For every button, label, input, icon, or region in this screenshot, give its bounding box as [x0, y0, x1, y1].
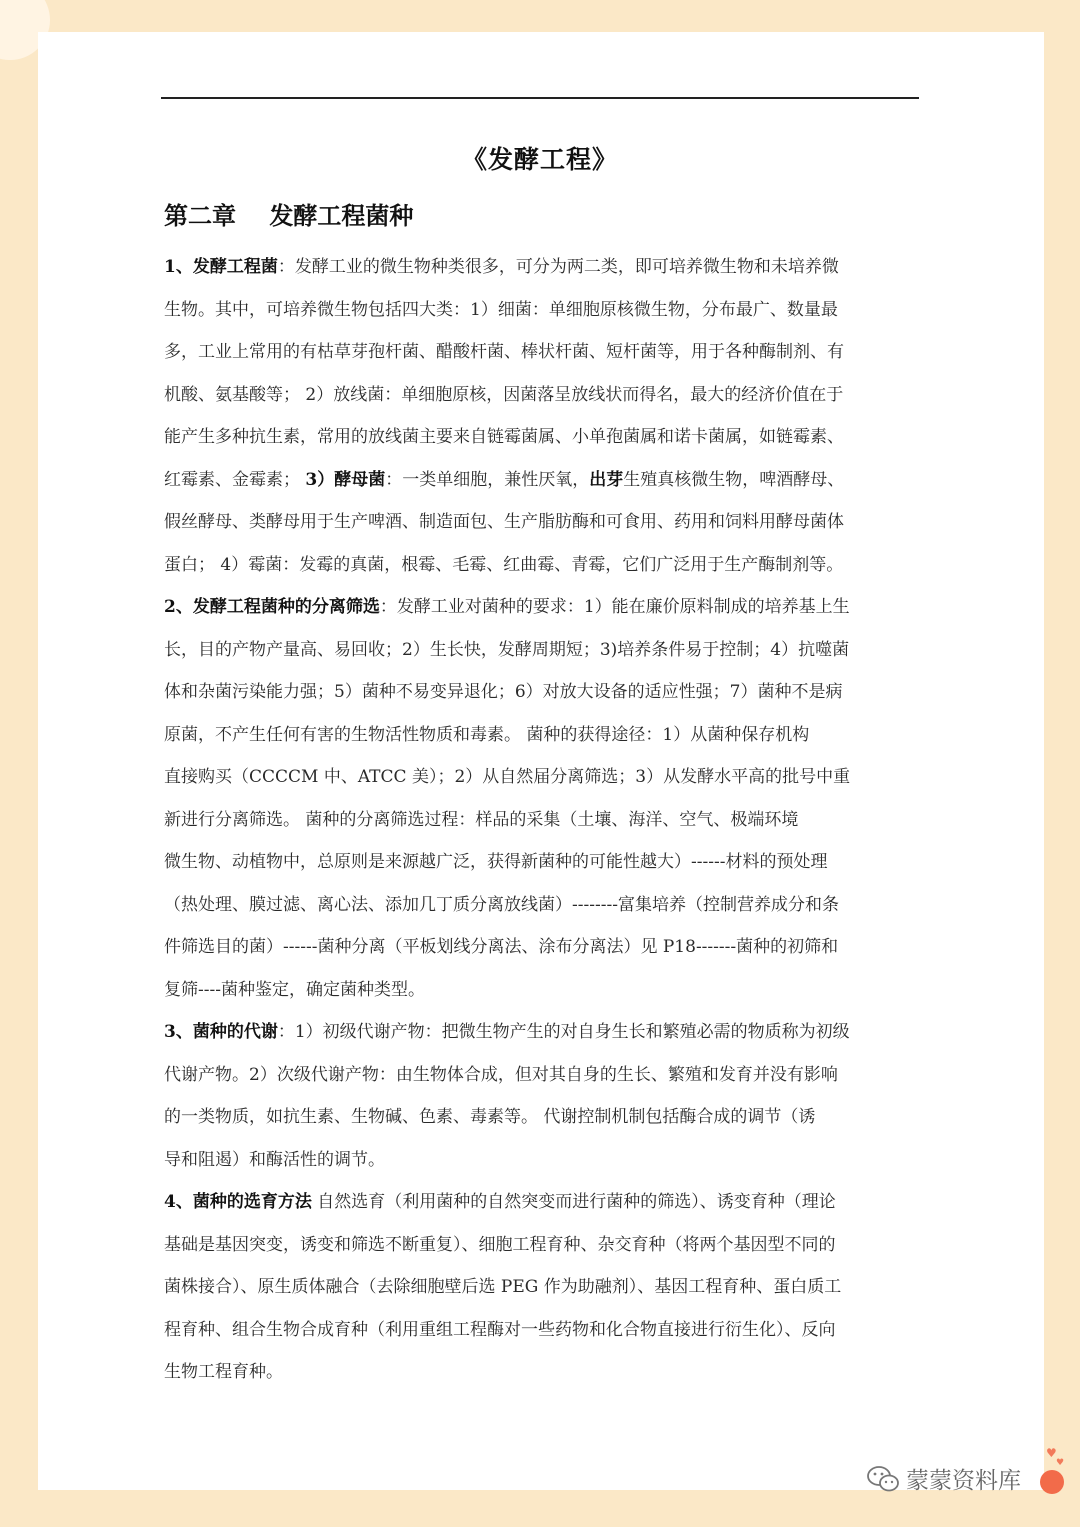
text-segment: 新进行分离筛选。 菌种的分离筛选过程：样品的采集（土壤、海洋、空气、极端环境	[164, 809, 799, 830]
chapter-heading: 第二章 发酵工程菌种	[164, 201, 414, 230]
text-line	[164, 1011, 922, 1054]
text-segment: 复筛----菌种鉴定，确定菌种类型。	[164, 979, 425, 1000]
text-line	[164, 969, 922, 1012]
text-segment: 生物。其中，可培养微生物包括四大类：1）细菌：单细胞原核微生物，分布最广、数量最	[164, 299, 838, 320]
text-line	[164, 1224, 922, 1267]
text-segment: 长，目的产物产量高、易回收；2）生长快，发酵周期短；3)培养条件易于控制；4）抗噬菌	[164, 639, 850, 660]
text-segment: 的一类物质，如抗生素、生物碱、色素、毒素等。 代谢控制机制包括酶合成的调节（诱	[164, 1107, 816, 1127]
bold-text: 出芽	[589, 469, 624, 490]
text-line	[164, 459, 922, 502]
text-line	[164, 1139, 922, 1182]
text-line	[164, 331, 922, 374]
text-line	[164, 1309, 922, 1352]
text-line	[164, 926, 922, 969]
text-segment: 生物工程育种。	[164, 1362, 283, 1382]
text-segment: 自然选育（利用菌种的自然突变而进行菌种的筛选）、诱变育种（理论	[311, 1192, 836, 1212]
text-line	[164, 374, 922, 417]
bold-text: 1、发酵工程菌	[164, 257, 278, 277]
text-segment: ：发酵工业的微生物种类很多，可分为两二类，即可培养微生物和未培养微	[277, 257, 839, 277]
text-segment: 件筛选目的菌）------菌种分离（平板划线分离法、涂布分离法）见 P18-------菌种的初筛和	[164, 937, 839, 957]
text-line	[164, 1351, 922, 1394]
text-line	[164, 1181, 922, 1224]
heart-decoration	[1040, 1470, 1064, 1494]
bold-text: 4、菌种的选育方法	[164, 1192, 312, 1212]
text-segment: 菌株接合）、原生质体融合（去除细胞壁后选 PEG 作为助融剂）、基因工程育种、蛋白质工	[164, 1277, 842, 1297]
text-line	[164, 1054, 922, 1097]
watermark	[866, 1462, 1021, 1495]
text-line	[164, 501, 922, 544]
bold-text: 3、菌种的代谢	[164, 1022, 278, 1042]
text-segment: （热处理、膜过滤、离心法、添加几丁质分离放线菌）--------富集培养（控制营养成分和条	[164, 894, 839, 915]
bold-text: 2、发酵工程菌种的分离筛选	[164, 597, 380, 617]
text-line	[164, 246, 922, 289]
text-line	[164, 714, 922, 757]
text-segment: 基础是基因突变，诱变和筛选不断重复）、细胞工程育种、杂交育种（将两个基因型不同的	[164, 1234, 836, 1255]
text-segment: 蛋白； 4）霉菌：发霉的真菌，根霉、毛霉、红曲霉、青霉，它们广泛用于生产酶制剂等。	[164, 554, 844, 575]
document-body	[164, 246, 922, 1394]
text-line	[164, 841, 922, 884]
text-line	[164, 884, 922, 927]
wechat-icon	[866, 1465, 900, 1493]
text-segment: 程育种、组合生物合成育种（利用重组工程酶对一些药物和化合物直接进行衍生化）、反向	[164, 1319, 836, 1340]
text-line	[164, 586, 922, 629]
text-segment: 导和阻遏）和酶活性的调节。	[164, 1149, 385, 1170]
text-segment: 微生物、动植物中，总原则是来源越广泛，获得新菌种的可能性越大）------材料的预处理	[164, 852, 828, 872]
text-segment: 体和杂菌污染能力强；5）菌种不易变异退化；6）对放大设备的适应性强；7）菌种不是病	[164, 682, 843, 702]
text-line	[164, 671, 922, 714]
document-title: 《发酵工程》	[461, 145, 618, 174]
text-segment: 能产生多种抗生素，常用的放线菌主要来自链霉菌属、小单孢菌属和诺卡菌属，如链霉素、	[164, 427, 844, 447]
text-line	[164, 629, 922, 672]
bold-text: 3）酵母菌	[305, 469, 386, 490]
text-segment: 生殖真核微生物，啤酒酵母、	[623, 469, 845, 490]
heart-decoration-tiny: ♥	[1056, 1458, 1065, 1468]
watermark-text: 蒙蒙资料库	[906, 1468, 1021, 1494]
text-segment: 机酸、氨基酸等； 2）放线菌：单细胞原核，因菌落呈放线状而得名，最大的经济价值在于	[164, 384, 844, 405]
text-segment: 假丝酵母、类酵母用于生产啤酒、制造面包、生产脂肪酶和可食用、药用和饲料用酵母菌体	[164, 512, 844, 532]
text-segment: 直接购买（CCCCM 中、ATCC 美）；2）从自然届分离筛选；3）从发酵水平高的批号中重	[164, 767, 851, 787]
text-line	[164, 756, 922, 799]
header-rule	[161, 97, 919, 99]
text-line	[164, 289, 922, 332]
text-segment: 红霉素、金霉素；	[164, 469, 306, 490]
text-line	[164, 544, 922, 587]
text-line	[164, 1266, 922, 1309]
text-segment: 原菌，不产生任何有害的生物活性物质和毒素。 菌种的获得途径：1）从菌种保存机构	[164, 724, 810, 745]
text-line	[164, 416, 922, 459]
text-segment: 代谢产物。2）次级代谢产物：由生物体合成，但对其自身的生长、繁殖和发育并没有影响	[164, 1064, 838, 1085]
text-segment: ：发酵工业对菌种的要求：1）能在廉价原料制成的培养基上生	[379, 597, 850, 617]
heart-decoration-small: ♥	[1046, 1446, 1057, 1460]
text-line	[164, 799, 922, 842]
text-segment: 多，工业上常用的有枯草芽孢杆菌、醋酸杆菌、棒状杆菌、短杆菌等，用于各种酶制剂、有	[164, 342, 844, 362]
text-segment: ：1）初级代谢产物：把微生物产生的对自身生长和繁殖必需的物质称为初级	[277, 1022, 850, 1042]
text-segment: ：一类单细胞，兼性厌氧，	[385, 469, 590, 490]
text-line	[164, 1096, 922, 1139]
